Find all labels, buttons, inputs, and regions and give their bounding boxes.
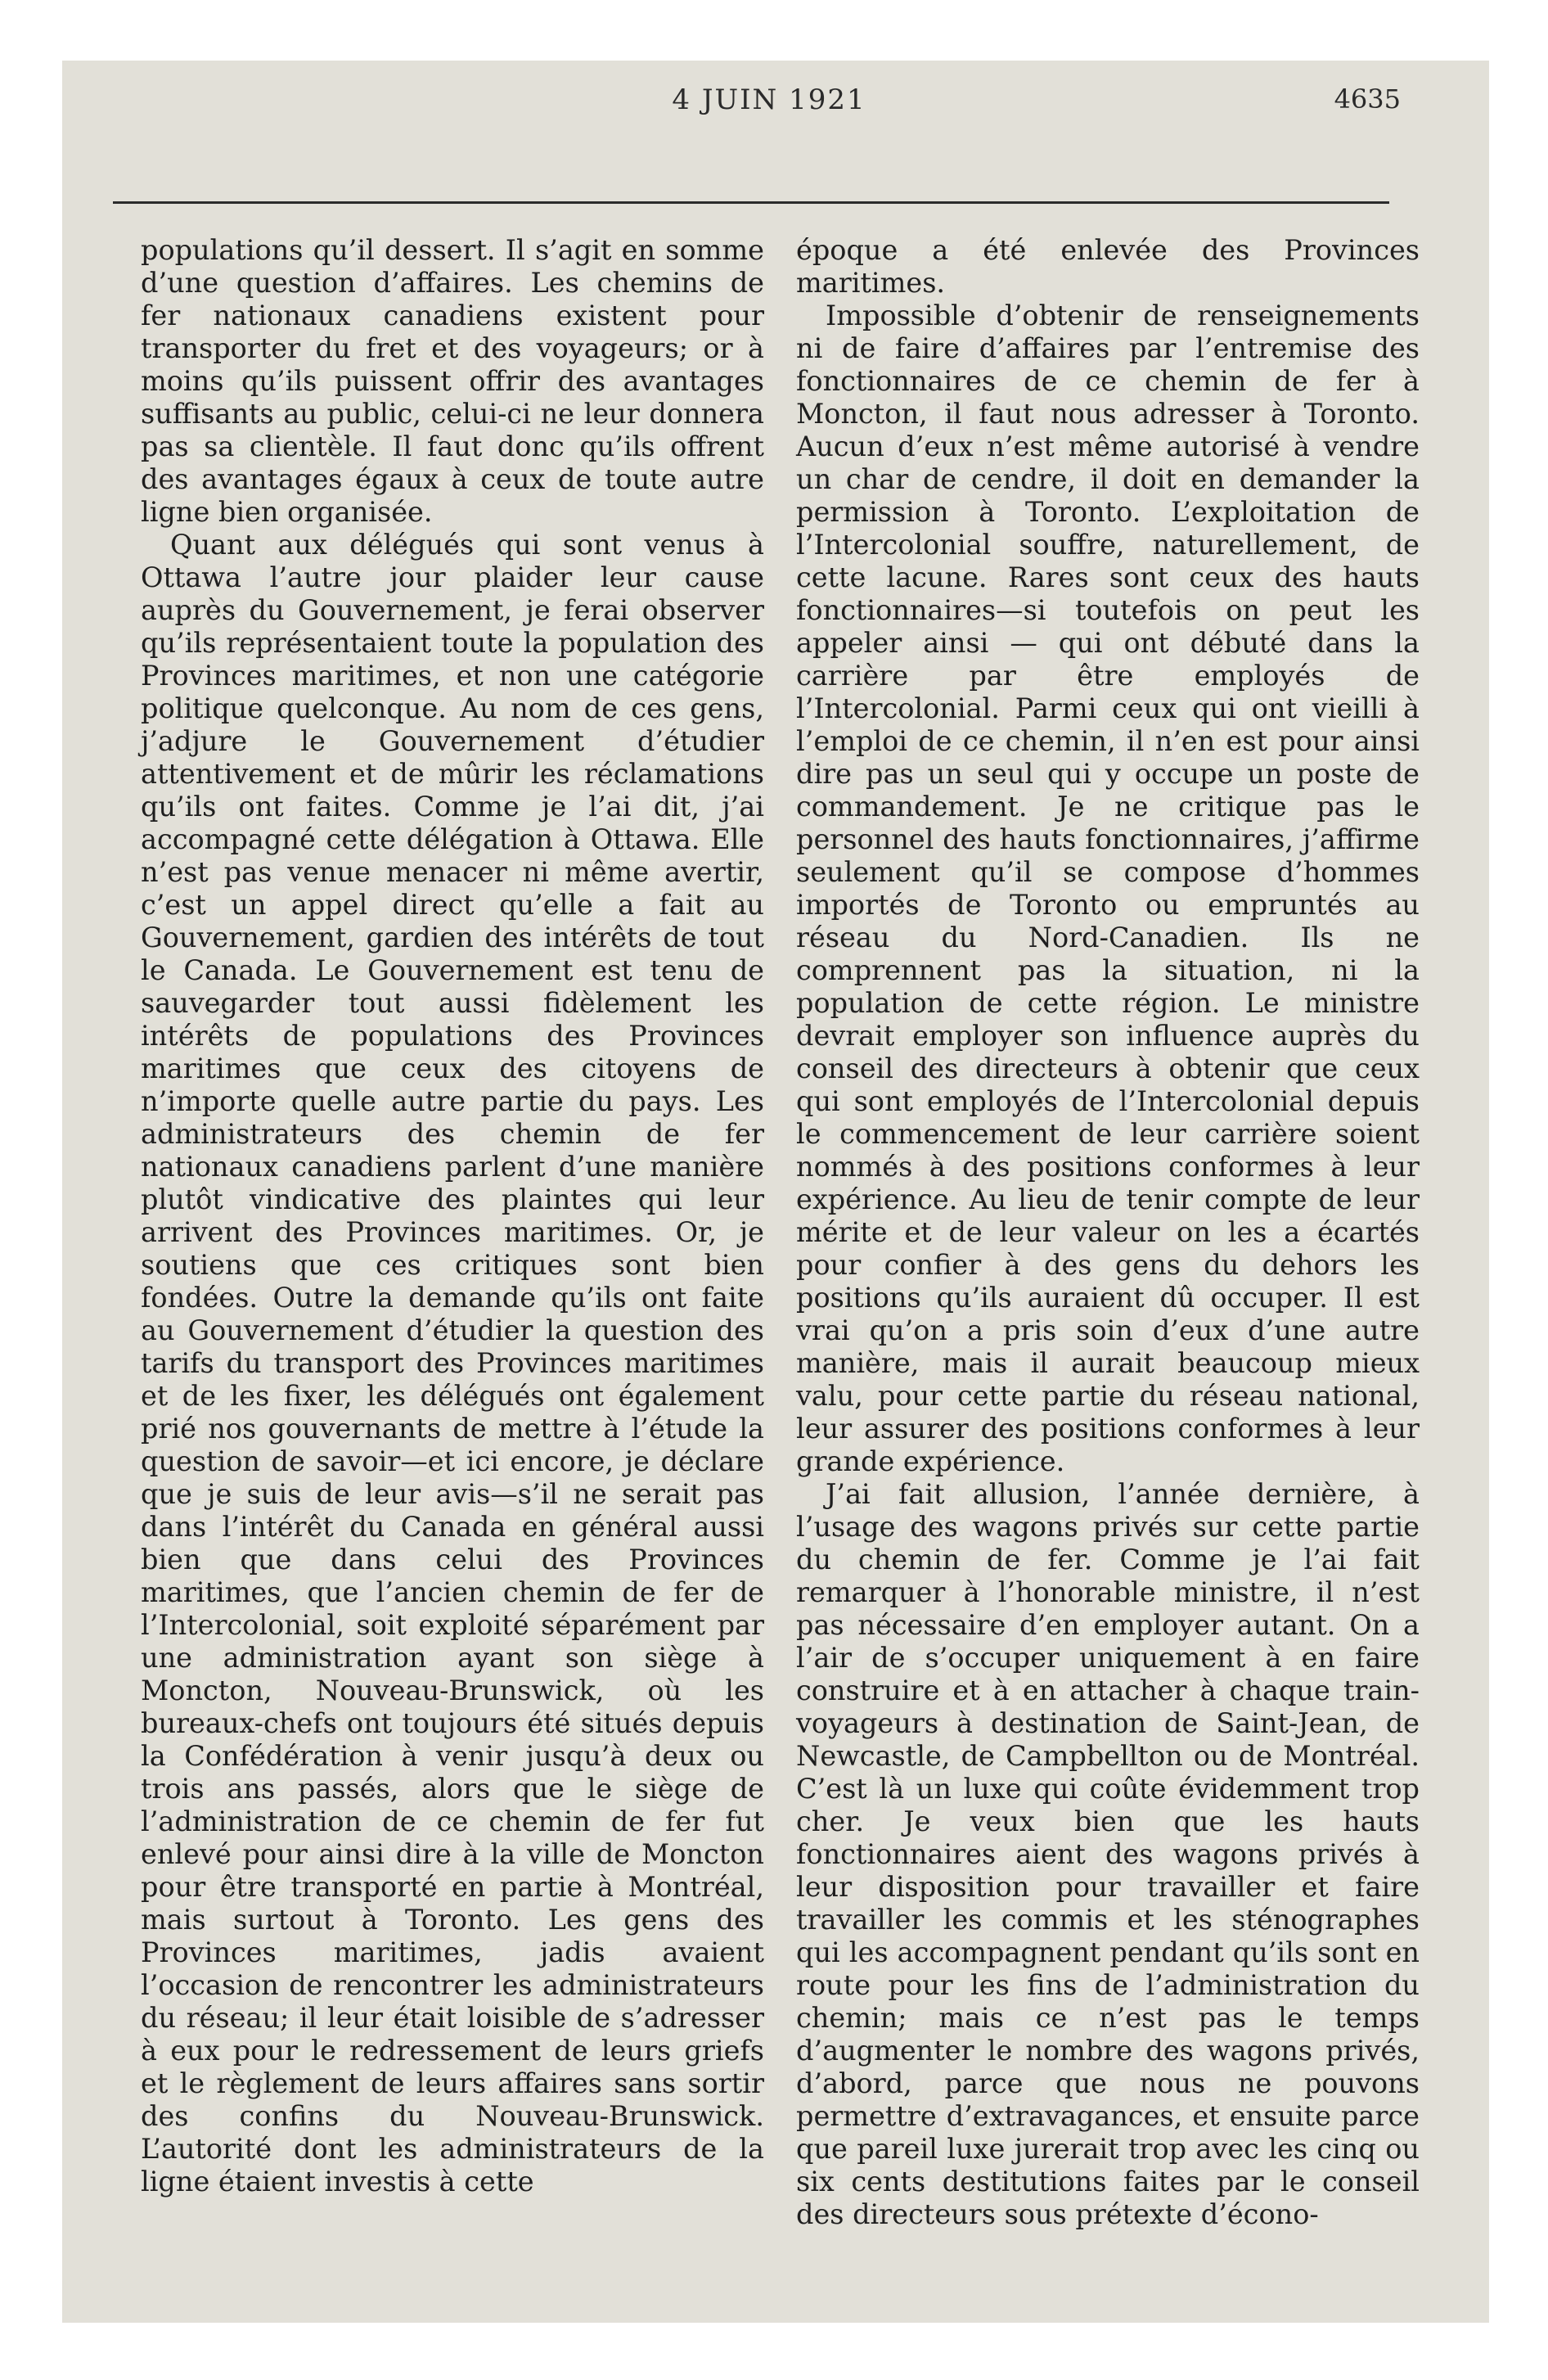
page-number: 4635 [1334,83,1401,115]
left-paragraph-1: populations qu’il dessert. Il s’agit en somme d’une question d’affaires. Les chemins de fer nationaux canadiens existent pour transporter du fret et des voyageurs; or à moins qu’ils puissent offrir des avantages suffisants au public, celui-ci ne leur donnera pas sa clientèle. Il faut donc qu’ils offrent des avantages égaux à ceux de toute autre ligne bien organisée. [141,234,764,528]
right-column [796,234,1420,2231]
right-paragraph-1: époque a été enlevée des Provinces maritimes. [796,234,1420,299]
page-header [115,83,1424,133]
left-paragraph-2: Quant aux délégués qui sont venus à Ottawa l’autre jour plaider leur cause auprès du Gouvernement, je ferai observer qu’ils représentaient toute la population des Provinces maritimes, et non une catégorie politique quelconque. Au nom de ces gens, j’adjure le Gouvernement d’étudier attentivement et de mûrir les réclamations qu’ils ont faites. Comme je l’ai dit, j’ai accompagné cette délégation à Ottawa. Elle n’est pas venue menacer ni même avertir, c’est un appel direct qu’elle a fait au Gouvernement, gardien des intérêts de tout le Canada. Le Gouvernement est tenu de sauvegarder tout aussi fidèlement les intérêts de populations des Provinces maritimes que ceux des citoyens de n’importe quelle autre partie du pays. Les administrateurs des chemin de fer nationaux canadiens parlent d’une manière plutôt vindicative des plaintes qui leur arrivent des Provinces maritimes. Or, je soutiens que ces critiques sont bien fondées. Outre la demande qu’ils ont faite au Gouvernement d’étudier la question des tarifs du transport des Provinces maritimes et de les fixer, les délégués ont également prié nos gouvernants de mettre à l’étude la question de savoir—et ici encore, je déclare que je suis de leur avis—s’il ne serait pas dans l’intérêt du Canada en général aussi bien que dans celui des Provinces maritimes, que l’ancien chemin de fer de l’Intercolonial, soit exploité séparément par une administration ayant son siège à Moncton, Nouveau-Brunswick, où les bureaux-chefs ont toujours été situés depuis la Confédération à venir jusqu’à deux ou trois ans passés, alors que le siège de l’administration de ce chemin de fer fut enlevé pour ainsi dire à la ville de Moncton pour être transporté en partie à Montréal, mais surtout à Toronto. Les gens des Provinces maritimes, jadis avaient l’occasion de rencontrer les administrateurs du réseau; il leur était loisible de s’adresser à eux pour le redressement de leurs griefs et le règlement de leurs affaires sans sortir des confins du Nouveau-Brunswick. L’autorité dont les administrateurs de la ligne étaient investis à cette [141,529,764,2197]
header-rule [113,201,1389,204]
page-date: 4 JUIN 1921 [672,83,866,116]
right-paragraph-3: J’ai fait allusion, l’année dernière, à l’usage des wagons privés sur cette partie du chemin de fer. Comme je l’ai fait remarquer à l’honorable ministre, il n’est pas nécessaire d’en employer autant. On a l’air de s’occuper uniquement à en faire construire et à en attacher à chaque train-voyageurs à destination de Saint-Jean, de Newcastle, de Campbellton ou de Montréal. C’est là un luxe qui coûte évidemment trop cher. Je veux bien que les hauts fonctionnaires aient des wagons privés à leur disposition pour travailler et faire travailler les commis et les sténographes qui les accompagnent pendant qu’ils sont en route pour les fins de l’administration du chemin; mais ce n’est pas le temps d’augmenter le nombre des wagons privés, d’abord, parce que nous ne pouvons permettre d’extravagances, et ensuite parce que pareil luxe jurerait trop avec les cinq ou six cents destitutions faites par le conseil des directeurs sous prétexte d’écono- [796,1478,1420,2230]
left-column [141,234,764,2198]
right-paragraph-2: Impossible d’obtenir de renseignements ni de faire d’affaires par l’entremise des fonctionnaires de ce chemin de fer à Moncton, il faut nous adresser à Toronto. Aucun d’eux n’est même autorisé à vendre un char de cendre, il doit en demander la permission à Toronto. L’exploitation de l’Intercolonial souffre, naturellement, de cette lacune. Rares sont ceux des hauts fonctionnaires—si toutefois on peut les appeler ainsi — qui ont débuté dans la carrière par être employés de l’Intercolonial. Parmi ceux qui ont vieilli à l’emploi de ce chemin, il n’en est pour ainsi dire pas un seul qui y occupe un poste de commandement. Je ne critique pas le personnel des hauts fonctionnaires, j’affirme seulement qu’il se compose d’hommes importés de Toronto ou empruntés au réseau du Nord-Canadien. Ils ne comprennent pas la situation, ni la population de cette région. Le ministre devrait employer son influence auprès du conseil des directeurs à obtenir que ceux qui sont employés de l’Intercolonial depuis le commencement de leur carrière soient nommés à des positions conformes à leur expérience. Au lieu de tenir compte de leur mérite et de leur valeur on les a écartés pour confier à des gens du dehors les positions qu’ils auraient dû occuper. Il est vrai qu’on a pris soin d’eux d’une autre manière, mais il aurait beaucoup mieux valu, pour cette partie du réseau national, leur assurer des positions conformes à leur grande expérience. [796,300,1420,1477]
